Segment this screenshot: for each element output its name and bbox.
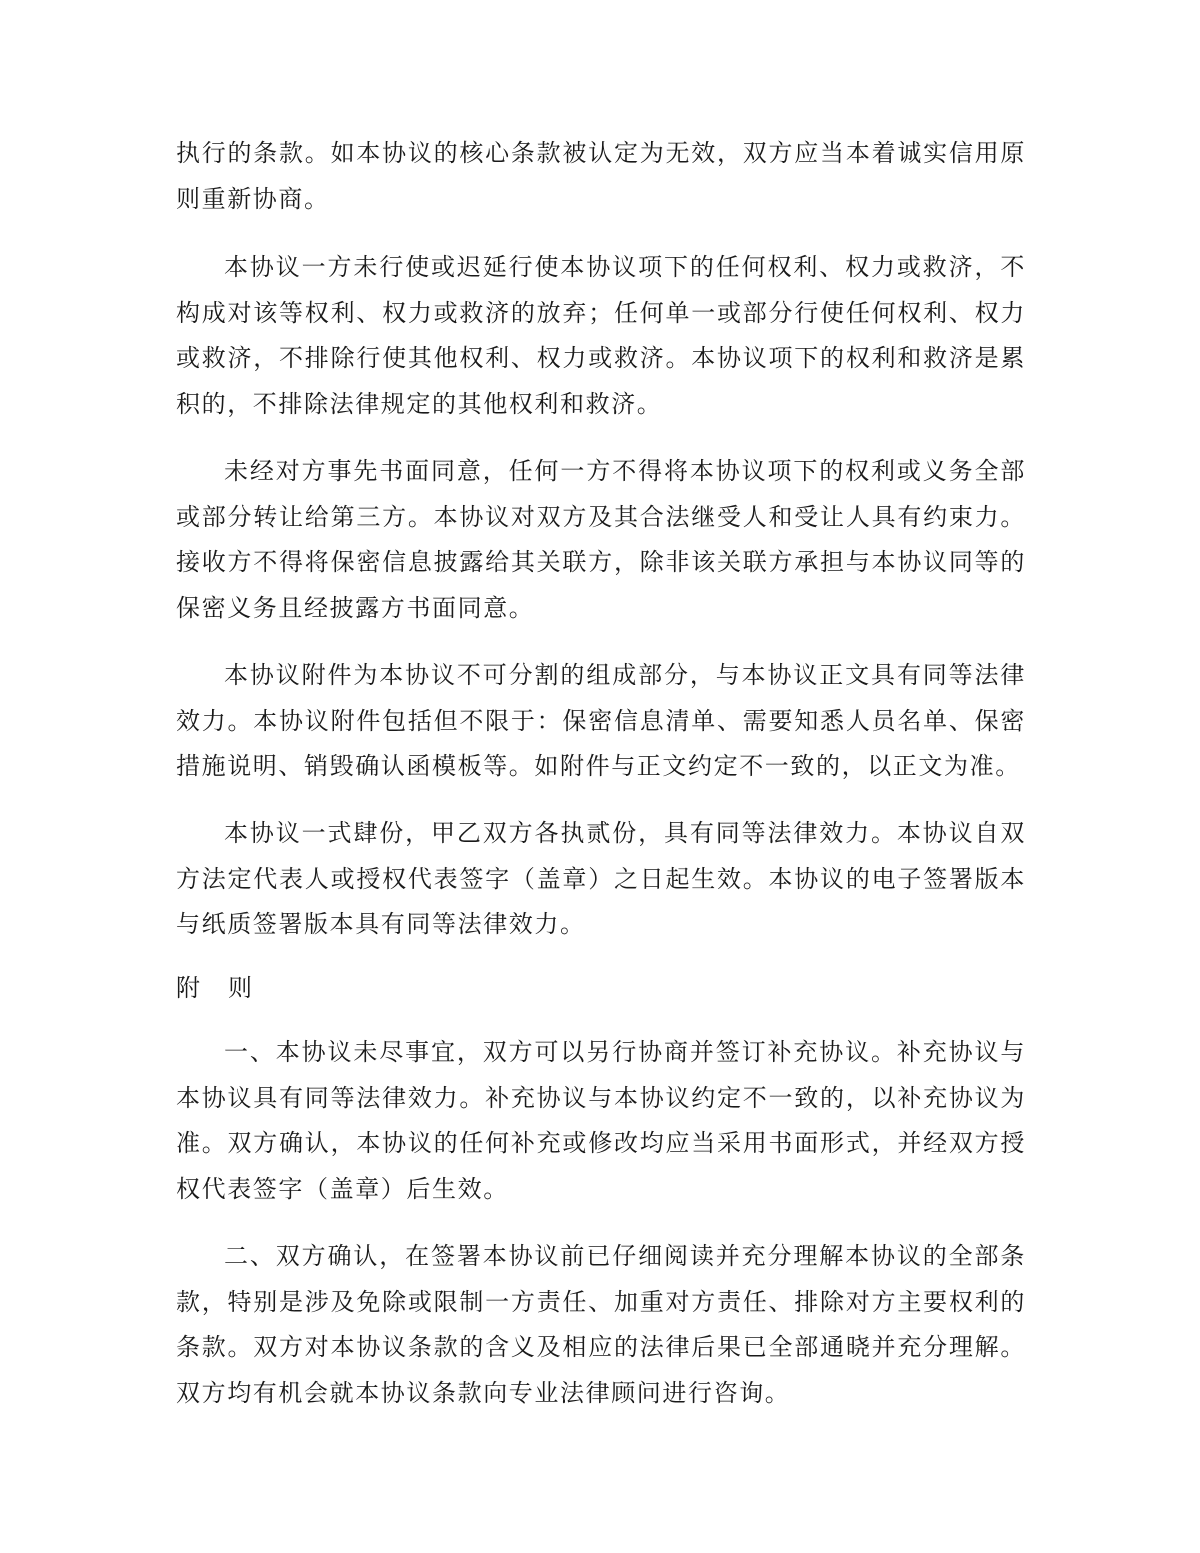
section-heading-char-2: 则 [228,974,252,1002]
paragraph-waiver-clause: 本协议一方未行使或迟延行使本协议项下的任何权利、权力或救济，不构成对该等权利、权力或救济的放弃；任何单一或部分行使任何权利、权力或救济，不排除行使其他权利、权力或救济。本协议项下的权利和救济是累积的，不排除法律规定的其他权利和救济。 [176,253,1026,418]
section-heading-char-1: 附 [176,974,200,1002]
paragraph-assignment-clause: 未经对方事先书面同意，任何一方不得将本协议项下的权利或义务全部或部分转让给第三方。本协议对双方及其合法继受人和受让人具有约束力。接收方不得将保密信息披露给其关联方，除非该关联方承担与本协议同等的保密义务且经披露方书面同意。 [176,457,1026,622]
paragraph-continuation: 执行的条款。如本协议的核心条款被认定为无效，双方应当本着诚实信用原则重新协商。 [176,139,1026,213]
paragraph-annex-clause: 本协议附件为本协议不可分割的组成部分，与本协议正文具有同等法律效力。本协议附件包括但不限于：保密信息清单、需要知悉人员名单、保密措施说明、销毁确认函模板等。如附件与正文约定不一致的，以正文为准。 [176,661,1026,780]
supplementary-clause-1: 一、本协议未尽事宜，双方可以另行协商并签订补充协议。补充协议与本协议具有同等法律效力。补充协议与本协议约定不一致的，以补充协议为准。双方确认，本协议的任何补充或修改均应当采用书面形式，并经双方授权代表签字（盖章）后生效。 [176,1038,1026,1203]
paragraph-counterparts-clause: 本协议一式肆份，甲乙双方各执贰份，具有同等法律效力。本协议自双方法定代表人或授权代表签字（盖章）之日起生效。本协议的电子签署版本与纸质签署版本具有同等法律效力。 [176,819,1026,938]
supplementary-clause-2: 二、双方确认，在签署本协议前已仔细阅读并充分理解本协议的全部条款，特别是涉及免除或限制一方责任、加重对方责任、排除对方主要权利的条款。双方对本协议条款的含义及相应的法律后果已全部通晓并充分理解。双方均有机会就本协议条款向专业法律顾问进行咨询。 [176,1242,1026,1407]
section-heading [176,966,1026,1012]
